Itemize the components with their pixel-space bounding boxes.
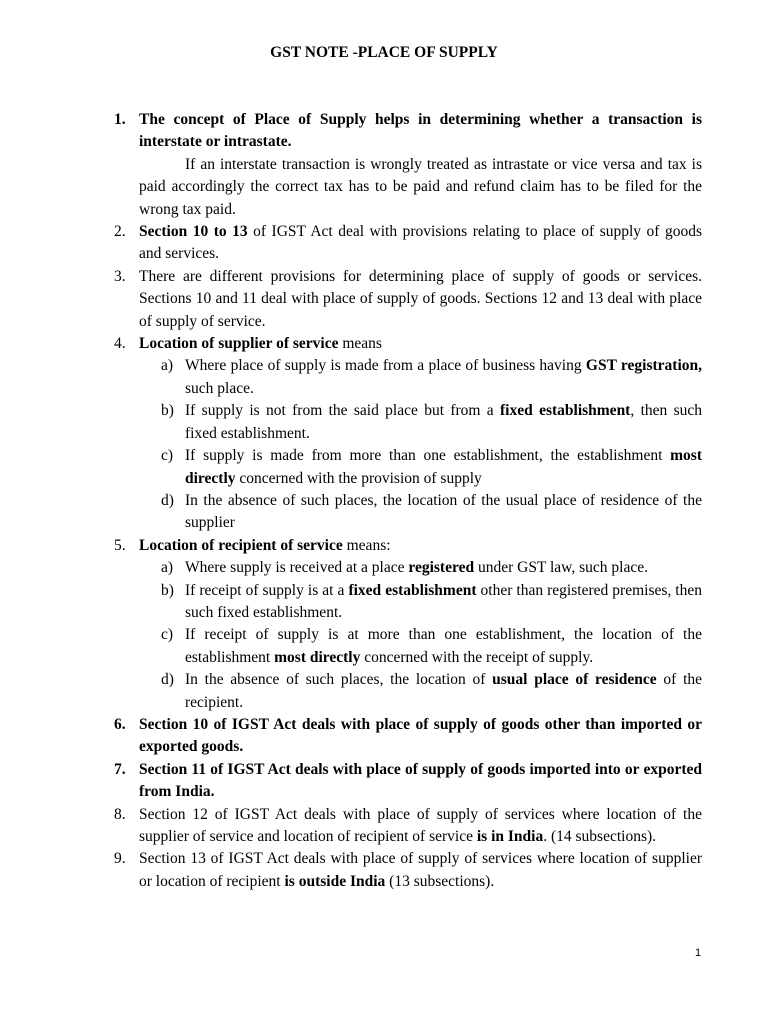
list-item-7 [114, 759, 702, 804]
item-text: (13 subsections). [385, 872, 495, 890]
sub-item-bold-text: registered [408, 559, 475, 577]
sub-item-4b [161, 400, 702, 445]
sub-item-letter: c) [161, 447, 174, 465]
sub-item-4c [161, 445, 702, 490]
list-item-2 [114, 221, 702, 266]
sub-item-text: If supply is not from the said place but from a [185, 402, 501, 420]
item-number: 2. [114, 223, 126, 241]
sub-item-letter: a) [161, 357, 174, 375]
sub-item-text: of the recipient. [185, 671, 703, 711]
item-paragraph: If an interstate transaction is wrongly treated as intrastate or vice versa and tax is paid accordingly the correct tax has to be paid and refund claim has to be filed for the wrong tax paid. [139, 155, 702, 218]
page-number: 1 [695, 947, 702, 959]
sub-item-letter: b) [161, 581, 174, 599]
sub-item-5b [161, 580, 702, 625]
sub-item-letter: b) [161, 402, 174, 420]
item-bold-text: is outside India [284, 872, 386, 890]
item-bold-text: Location of supplier of service [139, 335, 339, 353]
sub-item-text: under GST law, such place. [474, 559, 648, 577]
item-text: Section 12 of IGST Act deals with place of supply of services where location of the supplier of service and location of recipient of service [139, 805, 702, 845]
sub-item-bold-text: GST registration, [585, 357, 702, 375]
sub-item-letter: d) [161, 491, 174, 509]
list-item-9 [114, 848, 702, 893]
sub-item-text: If receipt of supply is at more than one establishment, the location of the establishment [185, 626, 702, 666]
item-number: 4. [114, 335, 126, 353]
sub-item-5a [161, 557, 702, 579]
item-text: means [338, 335, 382, 353]
sub-item-4d [161, 490, 702, 535]
item-bold-text: Location of recipient of service [139, 536, 343, 554]
sub-item-text: Where supply is received at a place [185, 559, 409, 577]
item-number: 6. [114, 715, 126, 733]
item-number: 9. [114, 850, 126, 868]
list-item-6 [114, 714, 702, 759]
sub-item-letter: d) [161, 671, 174, 689]
sub-item-text: concerned with the provision of supply [235, 469, 482, 487]
list-item-1 [114, 109, 702, 221]
sub-item-bold-text: most directly [274, 648, 361, 666]
list-item-4 [114, 333, 702, 535]
sub-item-bold-text: most directly [185, 447, 702, 487]
item-bold-text: is in India [476, 828, 544, 845]
item-bold-text: Section 10 of IGST Act deals with place of supply of goods other than imported or exported goods. [139, 715, 702, 756]
item-text: means: [342, 536, 391, 554]
item-text: The concept of Place of Supply helps in determining whether a transaction is interstate or intrastate. [139, 111, 702, 151]
list-item-5 [114, 535, 703, 714]
item-number: 7. [114, 760, 126, 778]
sub-item-5c [161, 624, 702, 669]
sub-item-bold-text: fixed establishment [500, 402, 631, 420]
item-number: 3. [114, 267, 126, 285]
notes-list [114, 109, 703, 893]
sub-item-5d [161, 669, 703, 714]
sub-item-text: such place. [185, 379, 254, 397]
item-bold-text: Section 10 to 13 [139, 223, 248, 241]
sub-item-letter: a) [161, 559, 174, 577]
item-number: 1. [114, 111, 126, 128]
sub-item-4a [161, 355, 702, 400]
item-text: . (14 subsections). [543, 828, 657, 845]
list-item-3 [114, 266, 702, 333]
sub-item-letter: c) [161, 626, 174, 644]
sub-item-text: concerned with the receipt of supply. [360, 648, 594, 666]
sub-item-bold-text: fixed establishment [348, 581, 477, 599]
item-number: 8. [114, 805, 126, 823]
sub-item-text: In the absence of such places, the location of the usual place of residence of the supplier [185, 491, 702, 532]
item-text: of IGST Act deal with provisions relating to place of supply of goods and services. [139, 223, 702, 263]
sub-item-text: If supply is made from more than one establishment, the establishment [185, 447, 671, 465]
sub-item-text: If receipt of supply is at a [185, 581, 349, 599]
sub-item-text: , then such fixed establishment. [185, 402, 702, 442]
item-text: Section 13 of IGST Act deals with place of supply of services where location of supplier or location of recipient [139, 850, 702, 890]
item-text: There are different provisions for determining place of supply of goods or services. Sections 10 and 11 deal with place of supply of goods. Sections 12 and 13 deal with place of supply of service. [139, 267, 702, 330]
list-item-8 [114, 804, 702, 849]
sub-item-text: In the absence of such places, the location of [185, 671, 493, 689]
sub-item-text: Where place of supply is made from a place of business having [185, 357, 586, 375]
sub-item-text: other than registered premises, then such fixed establishment. [185, 581, 702, 621]
item-number: 5. [114, 536, 126, 554]
item-bold-text: Section 11 of IGST Act deals with place of supply of goods imported into or exported from India. [139, 760, 702, 801]
page-title: GST NOTE -PLACE OF SUPPLY [270, 44, 498, 61]
sub-item-bold-text: usual place of residence [492, 671, 657, 689]
